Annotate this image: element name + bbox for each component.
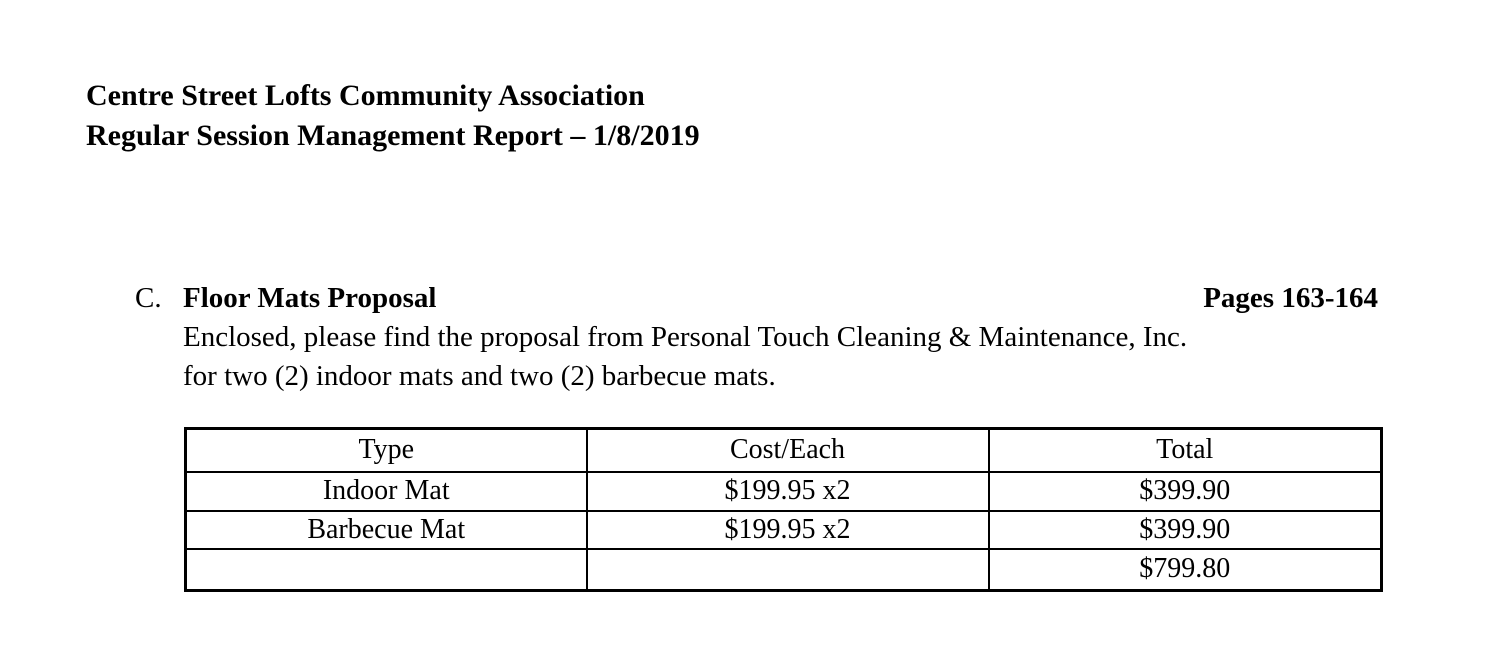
section-letter: C. (135, 282, 162, 314)
table-row-grand-total (186, 549, 1382, 591)
association-name: Centre Street Lofts Community Association (86, 79, 645, 112)
cell-total: $399.90 (989, 511, 1382, 549)
report-title-block (86, 76, 700, 156)
section-body-paragraph (183, 318, 1187, 396)
table-header-row (186, 429, 1382, 472)
report-name-date: Regular Session Management Report – 1/8/2019 (86, 119, 700, 152)
floor-mats-cost-table (184, 427, 1383, 592)
col-header-type: Type (186, 429, 587, 472)
table-row-barbecue-mat (186, 511, 1382, 549)
section-heading-row (135, 279, 1378, 318)
section-title: Floor Mats Proposal (183, 282, 437, 314)
cell-cost-each: $199.95 x2 (587, 511, 989, 549)
body-line-2: for two (2) indoor mats and two (2) barbecue mats. (183, 360, 776, 392)
col-header-cost-each: Cost/Each (587, 429, 989, 472)
cell-total: $399.90 (989, 472, 1382, 511)
col-header-total: Total (989, 429, 1382, 472)
cell-type: Indoor Mat (186, 472, 587, 511)
cell-cost-each: $199.95 x2 (587, 472, 989, 511)
body-line-1: Enclosed, please find the proposal from Personal Touch Cleaning & Maintenance, Inc. (183, 321, 1188, 353)
cell-cost-each-empty (587, 549, 989, 591)
cell-type: Barbecue Mat (186, 511, 587, 549)
pages-reference: Pages 163-164 (1203, 282, 1378, 314)
table-row-indoor-mat (186, 472, 1382, 511)
cell-grand-total: $799.80 (989, 549, 1382, 591)
cell-type-empty (186, 549, 587, 591)
